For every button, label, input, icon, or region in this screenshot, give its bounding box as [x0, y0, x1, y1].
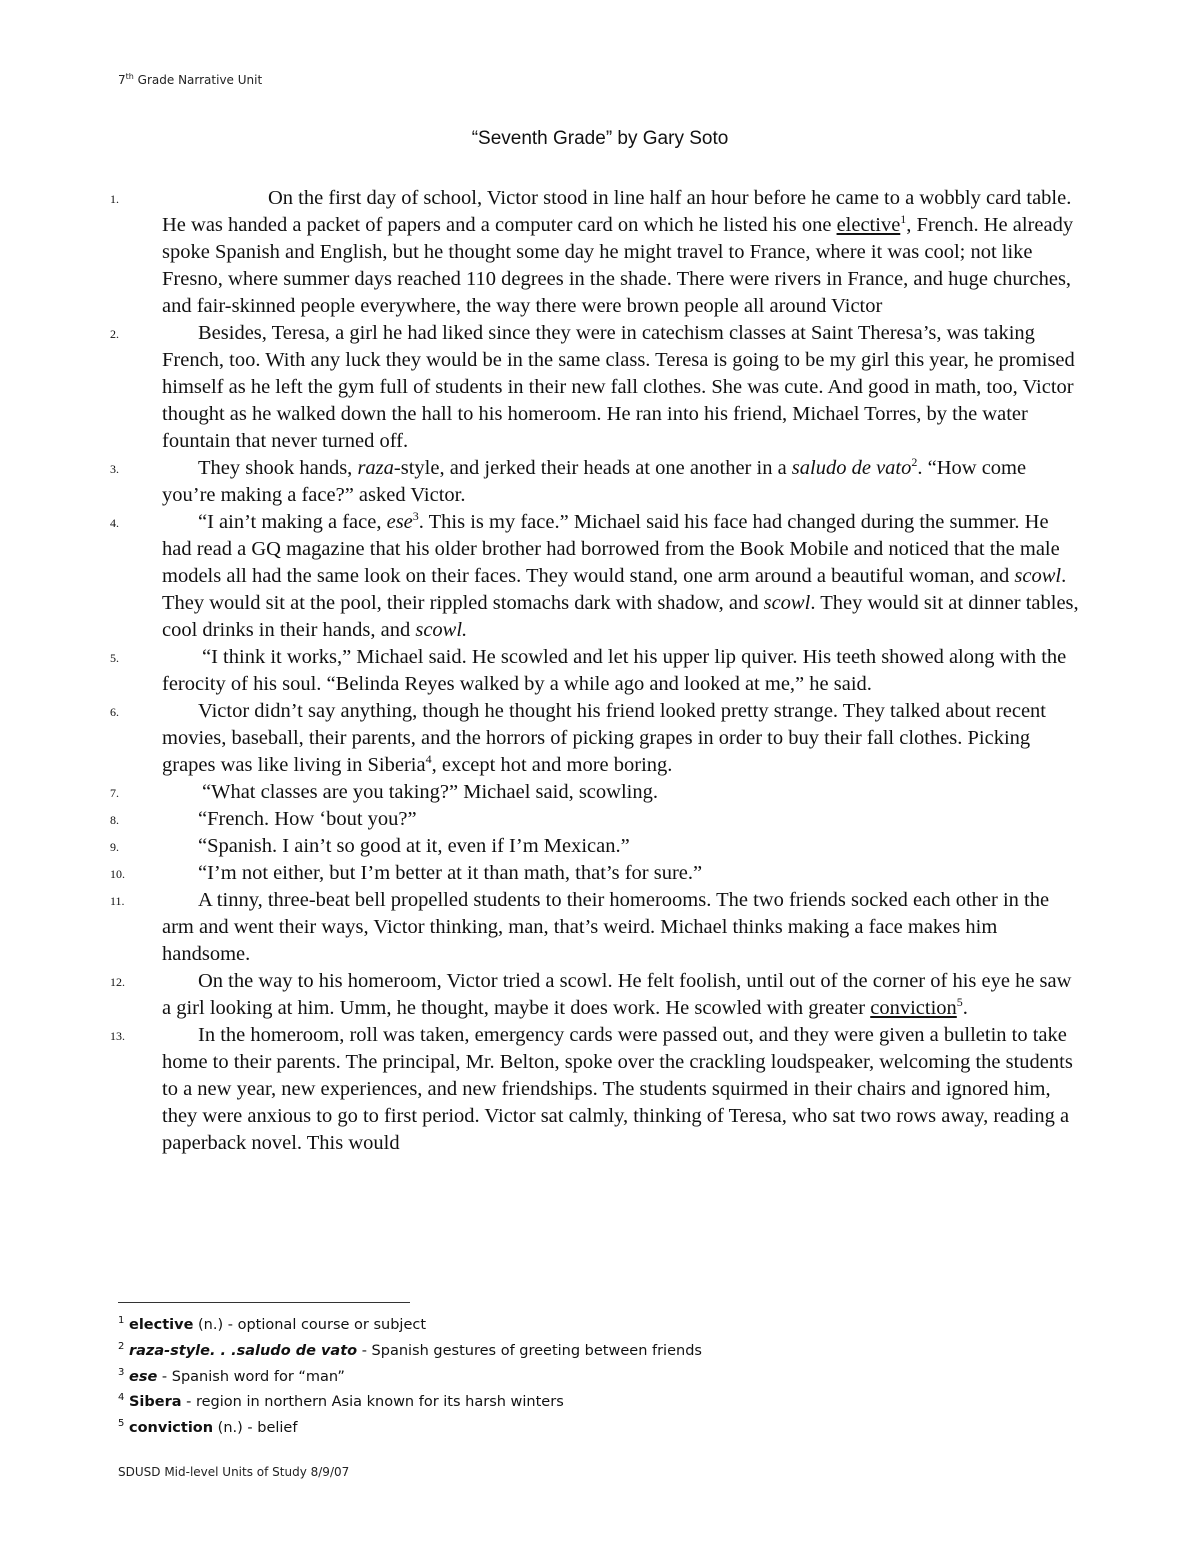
paragraph-text: .: [962, 997, 968, 1019]
paragraph-text: . “How come you’re making a face?” asked Victor.: [162, 457, 1027, 506]
footnote-number: 5: [118, 1418, 125, 1430]
paragraph: [0, 833, 1082, 860]
paragraph-text: -style, and jerked their heads at one another in a: [393, 457, 792, 479]
paragraph: [0, 779, 1082, 806]
vocab-term: conviction: [870, 997, 957, 1019]
paragraph-text: A tinny, three-beat bell propelled students to their homerooms. The two friends socked each other in the arm and went their ways, Victor thinking, man, that’s weird. Michael thinks making a face makes him handsome.: [162, 889, 1050, 965]
footnote-ref: 3: [412, 509, 419, 524]
paragraph: [0, 887, 1082, 968]
paragraph: [0, 698, 1082, 779]
paragraph-text: In the homeroom, roll was taken, emergency cards were passed out, and they were given a bulletin to take home to their parents. The principal, Mr. Belton, spoke over the crackling loudspeaker, welcoming the students to a new year, new experiences, and new friendships. The students squirmed in their chairs and ignored him, they were anxious to go to first period. Victor sat calmly, thinking of Teresa, who sat two rows away, reading a paperback novel. This would: [162, 1024, 1073, 1154]
footnote-number: 4: [118, 1392, 125, 1404]
paragraph-text: Besides, Teresa, a girl he had liked since they were in catechism classes at Saint Theresa’s, was taking French, too. With any luck they would be in the same class. Teresa is going to be my girl this year, he promised himself as he left the gym full of students in their new fall clothes. She was cute. And good in math, too, Victor thought as he walked down the hall to his homeroom. He ran into his friend, Michael Torres, by the water fountain that never turned off.: [162, 322, 1075, 452]
paragraph-number: 8.: [110, 813, 119, 827]
header-grade-suffix: th: [125, 72, 134, 81]
footnotes: [118, 1310, 702, 1439]
paragraph-text: . They would sit at dinner tables, cool drinks in their hands, and: [162, 592, 1079, 641]
paragraph-text: Victor didn’t say anything, though he thought his friend looked pretty strange. They talked about recent movies, baseball, their parents, and the horrors of picking grapes in order to buy their fall clothes. Picking grapes was like living in Siberia: [162, 700, 1046, 776]
paragraph-number: 3.: [110, 462, 119, 476]
paragraph: [0, 644, 1082, 698]
paragraph-number: 2.: [110, 327, 119, 341]
footnote: [118, 1413, 702, 1439]
footnote-term: ese: [128, 1368, 158, 1385]
italic-text: saludo de vato: [791, 457, 912, 479]
paragraph-text: “I ain’t making a face,: [198, 511, 387, 533]
paragraph-number: 4.: [110, 516, 119, 530]
footnote-ref: 5: [956, 995, 963, 1010]
page-header: [118, 72, 262, 87]
paragraph-text: , French. He already spoke Spanish and English, but he thought some day he might travel to France, where it was cool; not like Fresno, where summer days reached 110 degrees in the shade. There were rivers in France, and huge churches, and fair-skinned people everywhere, the way there were brown people all around Victor: [162, 214, 1074, 317]
page-footer: SDUSD Mid-level Units of Study 8/9/07: [118, 1465, 350, 1479]
footnote: [118, 1336, 702, 1362]
footnote-term: conviction: [128, 1420, 214, 1437]
footnote-term: Sibera: [128, 1394, 182, 1411]
footnote-number: 1: [118, 1315, 125, 1326]
paragraph: [0, 860, 1082, 887]
italic-text: scowl.: [415, 619, 468, 641]
header-unit-title: Grade Narrative Unit: [133, 73, 263, 87]
italic-text: scowl: [1014, 565, 1062, 587]
paragraph-text: They shook hands,: [198, 457, 358, 479]
footnote-number: 2: [118, 1340, 125, 1352]
italic-text: ese: [386, 511, 413, 533]
footnote-ref: 1: [900, 212, 907, 227]
paragraph-text: “I’m not either, but I’m better at it than math, that’s for sure.”: [198, 862, 703, 884]
paragraph-number: 12.: [110, 975, 125, 989]
paragraph-number: 11.: [110, 894, 125, 908]
paragraph-number: 7.: [110, 786, 119, 800]
footnote-definition: (n.) - optional course or subject: [193, 1316, 427, 1333]
paragraph-number: 9.: [110, 840, 119, 854]
footnote-definition: - region in northern Asia known for its harsh winters: [181, 1394, 564, 1411]
paragraph-text: . This is my face.” Michael said his face had changed during the summer. He had read a GQ magazine that his older brother had borrowed from the Book Mobile and noticed that the male models all had the same look on their faces. They would stand, one arm around a beautiful woman, and: [162, 511, 1060, 587]
footnote-ref: 4: [425, 752, 432, 767]
footnote: [118, 1387, 702, 1413]
story-title: “Seventh Grade” by Gary Soto: [471, 128, 729, 149]
footnote-divider: [118, 1302, 410, 1303]
footnote-ref: 2: [911, 455, 918, 470]
footnote-term: raza-style. . .saludo de vato: [128, 1342, 358, 1359]
footnote-number: 3: [118, 1366, 125, 1378]
footnote-definition: - Spanish word for “man”: [157, 1368, 345, 1385]
paragraph-text: . They would sit at the pool, their rippled stomachs dark with shadow, and: [162, 565, 1067, 614]
paragraph-text: On the way to his homeroom, Victor tried a scowl. He felt foolish, until out of the corner of his eye he saw a girl looking at him. Umm, he thought, maybe it does work. He scowled with greater: [162, 970, 1072, 1019]
paragraph-text: On the first day of school, Victor stood in line half an hour before he came to a wobbly card table. He was handed a packet of papers and a computer card on which he listed his one: [162, 187, 1072, 236]
paragraph: [0, 968, 1082, 1022]
footnote-term: elective: [128, 1316, 194, 1333]
paragraph-number: 10.: [110, 867, 125, 881]
header-grade-number: 7: [118, 73, 126, 87]
italic-text: raza: [357, 457, 394, 479]
paragraph: [0, 185, 1082, 320]
footnote: [118, 1310, 702, 1336]
paragraph-text: “French. How ‘bout you?”: [198, 808, 417, 830]
footnote-definition: (n.) - belief: [213, 1420, 298, 1437]
footnote-definition: - Spanish gestures of greeting between friends: [357, 1342, 702, 1359]
paragraph: [0, 1022, 1082, 1157]
paragraph-text: “What classes are you taking?” Michael said, scowling.: [202, 781, 658, 803]
paragraph-number: 6.: [110, 705, 119, 719]
paragraph-number: 1.: [110, 192, 119, 206]
paragraph-text: , except hot and more boring.: [431, 754, 673, 776]
story-body: [0, 185, 1200, 1157]
paragraph-number: 5.: [110, 651, 119, 665]
vocab-term: elective: [836, 214, 901, 236]
paragraph-text: “Spanish. I ain’t so good at it, even if I’m Mexican.”: [198, 835, 630, 857]
footnote: [118, 1362, 702, 1388]
italic-text: scowl: [763, 592, 811, 614]
paragraph: [0, 320, 1082, 455]
paragraph: [0, 455, 1082, 509]
paragraph-number: 13.: [110, 1029, 125, 1043]
paragraph-text: “I think it works,” Michael said. He scowled and let his upper lip quiver. His teeth showed along with the ferocity of his soul. “Belinda Reyes walked by a while ago and looked at me,” he said.: [162, 646, 1067, 695]
paragraph: [0, 509, 1082, 644]
paragraph: [0, 806, 1082, 833]
